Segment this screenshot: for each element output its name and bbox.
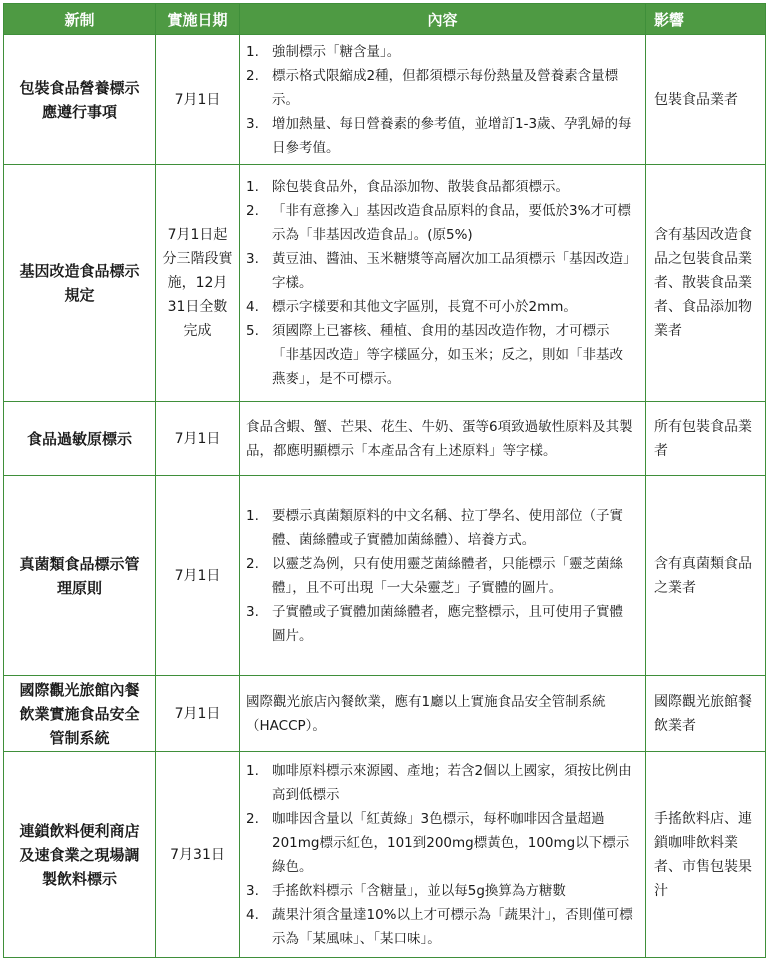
list-item (246, 903, 635, 951)
list-item (246, 295, 635, 319)
regulation-title: 食品過敏原標示 (4, 402, 156, 476)
list-item (246, 247, 635, 295)
affected-parties: 含有真菌類食品之業者 (646, 476, 766, 676)
regulation-content (240, 165, 646, 402)
item-number: 3. (246, 115, 259, 132)
table-row (4, 35, 766, 165)
table-row (4, 402, 766, 476)
regulation-content (240, 402, 646, 476)
table-row (4, 476, 766, 676)
item-number: 5. (246, 323, 259, 339)
header-content: 內容 (240, 4, 646, 35)
item-text: 除包裝食品外，食品添加物、散裝食品都須標示。 (272, 179, 569, 195)
effective-date: 7月31日 (156, 752, 240, 958)
regulation-content (240, 35, 646, 165)
header-title: 新制 (4, 4, 156, 35)
effective-date: 7月1日 (156, 35, 240, 165)
list-item (246, 199, 635, 247)
content-list (246, 759, 635, 951)
list-item (246, 879, 635, 903)
effective-date: 7月1日起分三階段實施，12月31日全數完成 (156, 165, 240, 402)
content-paragraph: 國際觀光旅店內餐飲業，應有1廳以上實施食品安全管制系統（HACCP）。 (246, 693, 606, 734)
content-list (246, 40, 635, 160)
list-item (246, 600, 635, 648)
regulation-title: 連鎖飲料便利商店及速食業之現場調製飲料標示 (4, 752, 156, 958)
regulations-table (3, 3, 766, 958)
table-row (4, 676, 766, 752)
item-number: 1. (246, 179, 259, 195)
item-text: 標示字樣要和其他文字區別，長寬不可小於2mm。 (272, 299, 577, 315)
item-number: 3. (246, 603, 259, 620)
item-number: 1. (246, 43, 259, 60)
list-item (246, 64, 635, 112)
item-text: 強制標示「糖含量」。 (272, 43, 401, 60)
item-number: 1. (246, 507, 259, 524)
regulation-content (240, 676, 646, 752)
item-number: 4. (246, 906, 259, 923)
affected-parties: 含有基因改造食品之包裝食品業者、散裝食品業者、食品添加物業者 (646, 165, 766, 402)
item-text: 要標示真菌類原料的中文名稱、拉丁學名、使用部位（子實體、菌絲體或子實體加菌絲體）、培養方式。 (272, 507, 623, 548)
list-item (246, 112, 635, 160)
item-number: 2. (246, 555, 259, 572)
header-impact: 影響 (646, 4, 766, 35)
item-number: 2. (246, 203, 259, 219)
regulation-title: 基因改造食品標示規定 (4, 165, 156, 402)
list-item (246, 319, 635, 391)
content-list (246, 175, 635, 391)
content-list (246, 504, 635, 648)
item-text: 咖啡因含量以「紅黃綠」3色標示，每杯咖啡因含量超過201mg標示紅色，101到200mg標黃色，100mg以下標示綠色。 (272, 810, 630, 875)
list-item (246, 759, 635, 807)
item-text: 手搖飲料標示「含糖量」，並以每5g換算為方糖數 (272, 882, 566, 899)
regulation-title: 國際觀光旅館內餐飲業實施食品安全管制系統 (4, 676, 156, 752)
effective-date: 7月1日 (156, 402, 240, 476)
regulation-content (240, 476, 646, 676)
item-number: 2. (246, 67, 259, 84)
effective-date: 7月1日 (156, 476, 240, 676)
item-number: 1. (246, 762, 259, 779)
item-text: 咖啡原料標示來源國、產地；若含2個以上國家，須按比例由高到低標示 (272, 762, 632, 803)
regulation-content (240, 752, 646, 958)
item-number: 3. (246, 882, 259, 899)
item-text: 標示格式限縮成2種，但都須標示每份熱量及營養素含量標示。 (272, 67, 619, 108)
list-item (246, 40, 635, 64)
list-item (246, 504, 635, 552)
effective-date: 7月1日 (156, 676, 240, 752)
regulation-title: 包裝食品營養標示應遵行事項 (4, 35, 156, 165)
content-paragraph: 食品含蝦、蟹、芒果、花生、牛奶、蛋等6項致過敏性原料及其製品，都應明顯標示「本產品含有上述原料」等字樣。 (246, 418, 633, 459)
list-item (246, 807, 635, 879)
item-text: 蔬果汁須含量達10%以上才可標示為「蔬果汁」，否則僅可標示為「某風味」、「某口味」。 (272, 906, 633, 947)
item-text: 增加熱量、每日營養素的參考值，並增訂1-3歲、孕乳婦的每日參考值。 (272, 115, 632, 156)
affected-parties: 所有包裝食品業者 (646, 402, 766, 476)
item-number: 3. (246, 251, 259, 267)
affected-parties: 包裝食品業者 (646, 35, 766, 165)
item-text: 黃豆油、醬油、玉米糖漿等高層次加工品須標示「基因改造」字樣。 (272, 251, 630, 291)
item-text: 「非有意摻入」基因改造食品原料的食品，要低於3%才可標示為「非基因改造食品」。(原5%) (272, 203, 631, 243)
table-row (4, 165, 766, 402)
list-item (246, 552, 635, 600)
item-text: 子實體或子實體加菌絲體者，應完整標示，且可使用子實體圖片。 (272, 603, 623, 644)
item-text: 以靈芝為例，只有使用靈芝菌絲體者，只能標示「靈芝菌絲體」，且不可出現「一大朵靈芝」子實體的圖片。 (272, 555, 623, 596)
item-number: 4. (246, 299, 259, 315)
regulation-title: 真菌類食品標示管理原則 (4, 476, 156, 676)
item-text: 須國際上已審核、種植、食用的基因改造作物，才可標示「非基因改造」等字樣區分，如玉米；反之，則如「非基改燕麥」，是不可標示。 (272, 323, 623, 387)
affected-parties: 國際觀光旅館餐飲業者 (646, 676, 766, 752)
item-number: 2. (246, 810, 259, 827)
header-date: 實施日期 (156, 4, 240, 35)
table-row (4, 752, 766, 958)
affected-parties: 手搖飲料店、連鎖咖啡飲料業者、市售包裝果汁 (646, 752, 766, 958)
header-row (4, 4, 766, 35)
list-item (246, 175, 635, 199)
